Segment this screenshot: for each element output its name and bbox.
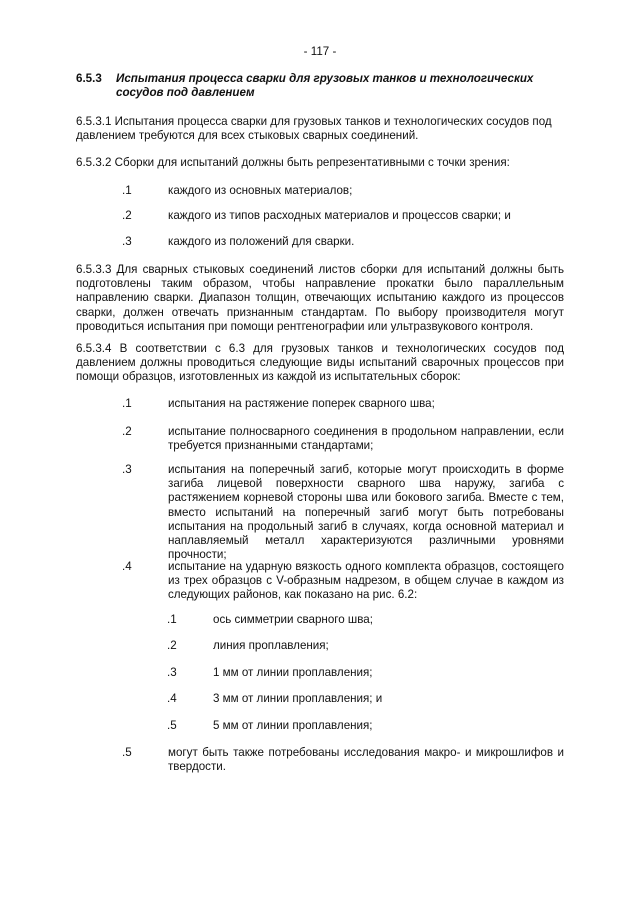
paragraph-6-5-3-1: 6.5.3.1 Испытания процесса сварки для грузовых танков и технологических сосудов под давлением требуются для всех стыковых сварных соединений. xyxy=(76,115,552,143)
sub-list-item-label: .3 xyxy=(167,666,177,679)
list-item-label: .3 xyxy=(122,463,132,476)
paragraph-6-5-3-2: 6.5.3.2 Сборки для испытаний должны быть репрезентативными с точки зрения: xyxy=(76,156,510,169)
sub-list-item-text: 3 мм от линии проплавления; и xyxy=(213,692,383,705)
list-item-text: испытание на ударную вязкость одного комплекта образцов, состоящего из трех образцов с V-образным надрезом, в общем случае в каждом из следующих районов, как показано на рис. 6.2: xyxy=(168,560,564,602)
list-item-text: каждого из основных материалов; xyxy=(168,184,353,197)
list-item-text: могут быть также потребованы исследования макро- и микрошлифов и твердости. xyxy=(168,746,564,774)
list-item-label: .5 xyxy=(122,746,132,759)
paragraph-6-5-3-3: 6.5.3.3 Для сварных стыковых соединений листов сборки для испытаний должны быть подготовлены таким образом, чтобы направление прокатки было параллельным направлению сварки. Диапазон толщин, отвечающих испытанию каждого из процессов сварки, должен отвечать признанным стандартам. По выбору производителя могут проводиться испытания при помощи рентгенографии или ультразвукового контроля. xyxy=(76,263,564,333)
list-item-label: .1 xyxy=(122,397,132,410)
list-item-text: каждого из типов расходных материалов и процессов сварки; и xyxy=(168,209,511,222)
list-item-label: .1 xyxy=(122,184,132,197)
paragraph-6-5-3-4: 6.5.3.4 В соответствии с 6.3 для грузовых танков и технологических сосудов под давлением должны проводиться следующие виды испытаний сварочных процессов при помощи образцов, изготовленных из каждой из испытательных сборок: xyxy=(76,342,564,384)
sub-list-item-label: .2 xyxy=(167,639,177,652)
list-item-label: .3 xyxy=(122,235,132,248)
section-number: 6.5.3 xyxy=(76,72,102,85)
list-item-text: каждого из положений для сварки. xyxy=(168,235,355,248)
list-item-label: .2 xyxy=(122,209,132,222)
sub-list-item-label: .4 xyxy=(167,692,177,705)
sub-list-item-text: 1 мм от линии проплавления; xyxy=(213,666,373,679)
page-number: - 117 - xyxy=(303,45,337,58)
sub-list-item-label: .1 xyxy=(167,613,177,626)
list-item-label: .4 xyxy=(122,560,132,573)
sub-list-item-text: ось симметрии сварного шва; xyxy=(213,613,373,626)
list-item-label: .2 xyxy=(122,425,132,438)
sub-list-item-label: .5 xyxy=(167,719,177,732)
list-item-text: испытания на растяжение поперек сварного шва; xyxy=(168,397,435,410)
list-item-text: испытание полносварного соединения в продольном направлении, если требуется признанными стандартами; xyxy=(168,425,564,453)
sub-list-item-text: 5 мм от линии проплавления; xyxy=(213,719,373,732)
section-title: Испытания процесса сварки для грузовых танков и технологических сосудов под давлением xyxy=(116,72,534,100)
sub-list-item-text: линия проплавления; xyxy=(213,639,329,652)
list-item-text: испытания на поперечный загиб, которые могут происходить в форме загиба лицевой поверхности сварного шва наружу, загиба с растяжением корневой стороны шва или бокового загиба. Вместе с тем, вместо испытаний на поперечный загиб могут быть потребованы испытания на продольный загиб в случаях, когда основной материал и наплавляемый металл характеризуются различными уровнями прочности; xyxy=(168,463,564,562)
section-heading xyxy=(76,72,564,100)
